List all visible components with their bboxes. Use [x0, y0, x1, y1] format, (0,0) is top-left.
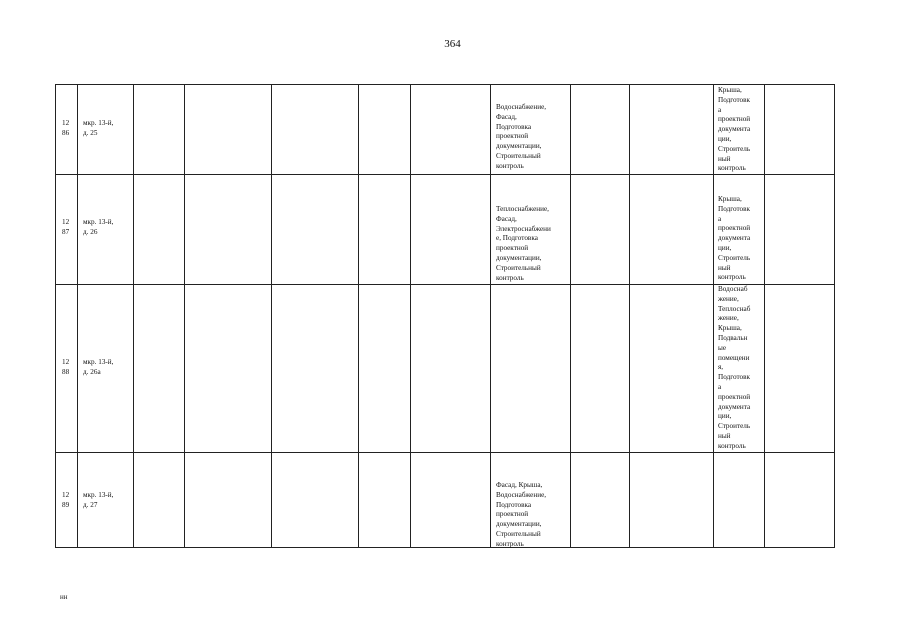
row-number-cell: 12 87 — [62, 218, 70, 236]
column-divider — [713, 85, 714, 547]
column-divider — [77, 85, 78, 547]
row-number-cell: 12 89 — [62, 491, 70, 509]
works-table — [55, 84, 835, 548]
address-cell: мкр. 13-й, д. 26 — [83, 218, 114, 236]
footer-mark: нн — [60, 593, 68, 601]
page-number: 364 — [444, 38, 461, 50]
column-divider — [629, 85, 630, 547]
row-number-cell: 12 86 — [62, 119, 70, 137]
column-divider — [184, 85, 185, 547]
works-cell: Фасад, Крыша, Водоснабжение, Подготовка проектной документации, Строительный контроль — [496, 481, 547, 548]
works-cell: Теплоснабжение, Фасад, Электроснабжени е, Подготовка проектной документации, Строительный контроль — [496, 205, 551, 282]
column-divider — [570, 85, 571, 547]
row-divider — [56, 452, 834, 453]
column-divider — [490, 85, 491, 547]
works-list-cell: Водоснаб жение, Теплоснаб жение, Крыша, Подвальн ые помещени я, Подготовк а проектной документа ции, Строитель ный контроль — [718, 285, 751, 450]
column-divider — [764, 85, 765, 547]
column-divider — [133, 85, 134, 547]
works-list-cell: Крыша, Подготовк а проектной документа ции, Строитель ный контроль — [718, 195, 751, 282]
address-cell: мкр. 13-й, д. 26а — [83, 358, 114, 376]
column-divider — [410, 85, 411, 547]
column-divider — [358, 85, 359, 547]
column-divider — [271, 85, 272, 547]
row-number-cell: 12 88 — [62, 358, 70, 376]
address-cell: мкр. 13-й, д. 25 — [83, 119, 114, 137]
works-list-cell: Крыша, Подготовк а проектной документа ции, Строитель ный контроль — [718, 86, 751, 173]
works-cell: Водоснабжение, Фасад, Подготовка проектной документации, Строительный контроль — [496, 103, 547, 170]
address-cell: мкр. 13-й, д. 27 — [83, 491, 114, 509]
